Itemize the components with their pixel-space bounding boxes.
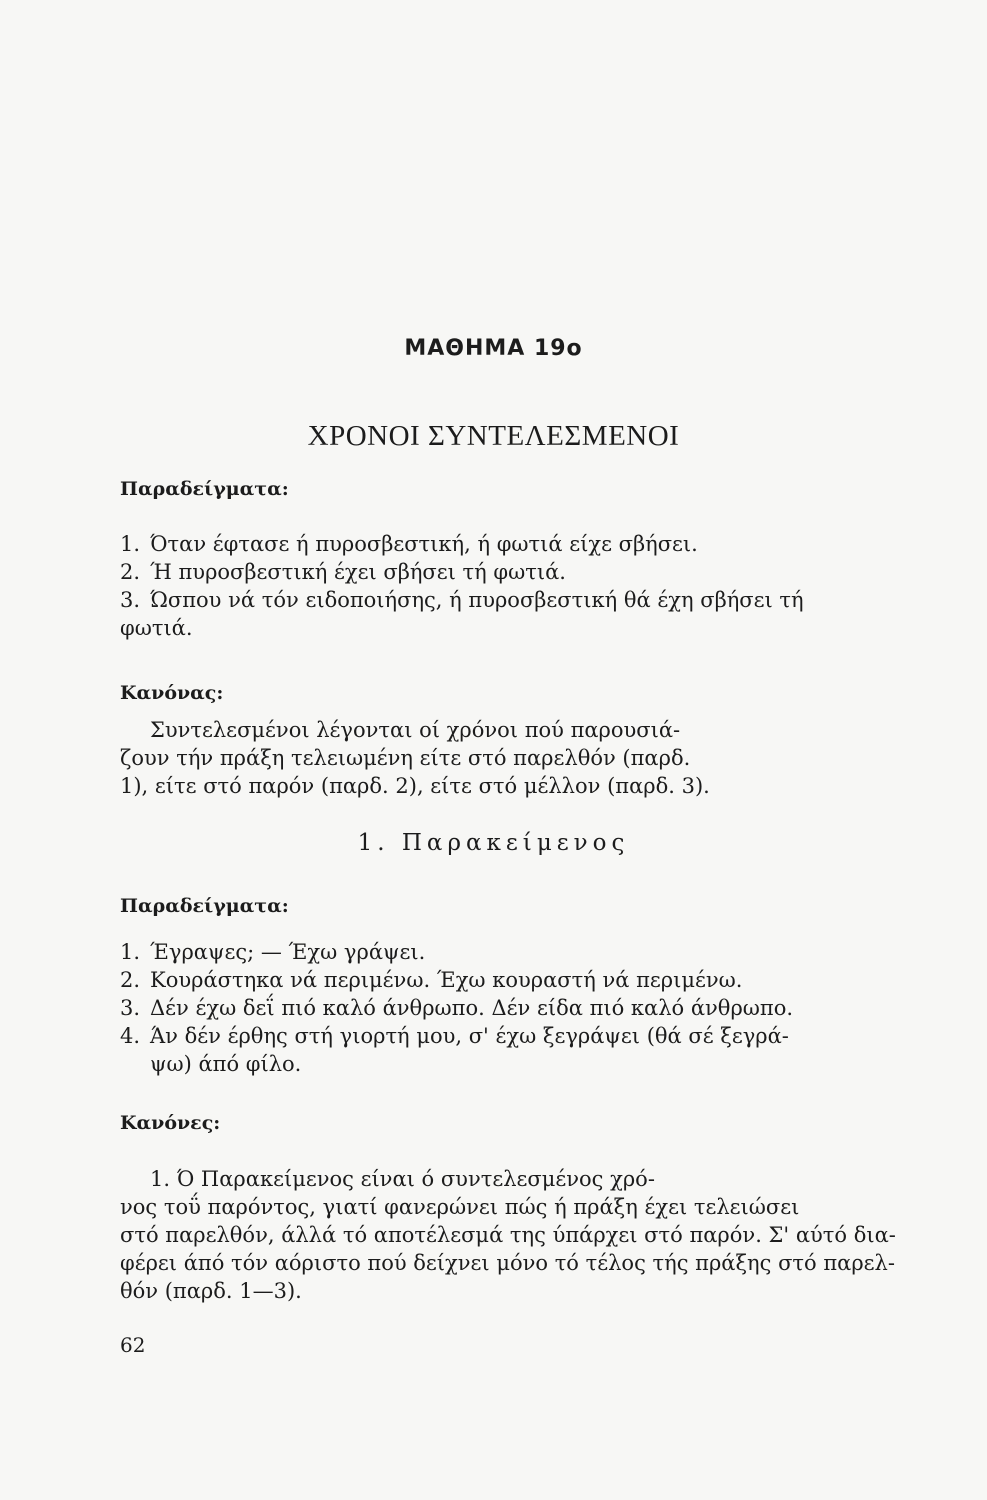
example-number: 3.: [120, 588, 141, 612]
subsection-title: 1. Παρακείμενος: [357, 830, 630, 856]
rule-line: θόν (παρδ. 1—3).: [120, 1279, 302, 1303]
example-number: 4.: [120, 1024, 141, 1048]
example-text: Ώσπου νά τόν ειδοποιήσης, ή πυροσβεστική θά έχη σβήσει τή: [150, 588, 804, 612]
example-item: [120, 966, 910, 994]
example-continuation: φωτιά.: [120, 616, 193, 640]
rule-line: Συντελεσμένοι λέγονται οί χρόνοι πού παρουσιά-: [150, 718, 681, 742]
example-text: Κουράστηκα νά περιμένω. Έχω κουραστή νά περιμένω.: [150, 968, 743, 992]
example-number: 2.: [120, 560, 141, 584]
example-item: [120, 994, 910, 1022]
rule-line: νος τοΰ παρόντος, γιατί φανερώνει πώς ή πράξη έχει τελειώσει: [120, 1195, 800, 1219]
example-item: [120, 938, 910, 966]
rule-line: στό παρελθόν, άλλά τό αποτέλεσμά της ύπάρχει στό παρόν. Σ' αύτό δια-: [120, 1223, 896, 1247]
example-text: Δέν έχω δεΐ πιό καλό άνθρωπο. Δέν είδα πιό καλό άνθρωπο.: [150, 996, 794, 1020]
rule-heading-2: Κανόνες:: [120, 1112, 221, 1134]
rule-paragraph-1: [120, 716, 920, 800]
page-number: 62: [120, 1333, 146, 1357]
examples-list-1: [120, 530, 910, 642]
rule-line: ζουν τήν πράξη τελειωμένη είτε στό παρελθόν (παρδ.: [120, 746, 691, 770]
example-number: 1.: [120, 940, 141, 964]
example-text: Ή πυροσβεστική έχει σβήσει τή φωτιά.: [150, 560, 566, 584]
rule-line: 1. Ό Παρακείμενος είναι ό συντελεσμένος χρό-: [150, 1167, 655, 1191]
example-item: [120, 1022, 910, 1050]
example-item: [120, 558, 910, 586]
chapter-title: ΧΡΟΝΟΙ ΣΥΝΤΕΛΕΣΜΕΝΟΙ: [307, 420, 680, 452]
example-continuation: ψω) άπό φίλο.: [150, 1052, 302, 1076]
rule-line: φέρει άπό τόν αόριστο πού δείχνει μόνο τό τέλος τής πράξης στό παρελ-: [120, 1251, 895, 1275]
example-text: Όταν έφτασε ή πυροσβεστική, ή φωτιά είχε σβήσει.: [150, 532, 698, 556]
example-text: Έγραψες; — Έχω γράψει.: [150, 940, 426, 964]
example-number: 2.: [120, 968, 141, 992]
lesson-title: ΜΑΘΗΜΑ 19ο: [404, 336, 583, 361]
example-number: 1.: [120, 532, 141, 556]
examples-heading-1: Παραδείγματα:: [120, 478, 289, 500]
example-number: 3.: [120, 996, 141, 1020]
example-text: Άν δέν έρθης στή γιορτή μου, σ' έχω ξεγράψει (θά σέ ξεγρά-: [150, 1024, 789, 1048]
examples-heading-2: Παραδείγματα:: [120, 895, 289, 917]
example-item: [120, 530, 910, 558]
example-item: [120, 586, 910, 614]
rule-heading-1: Κανόνας:: [120, 682, 224, 704]
rule-line: 1), είτε στό παρόν (παρδ. 2), είτε στό μέλλον (παρδ. 3).: [120, 774, 710, 798]
rule-paragraph-2: [120, 1165, 920, 1305]
examples-list-2: [120, 938, 910, 1078]
